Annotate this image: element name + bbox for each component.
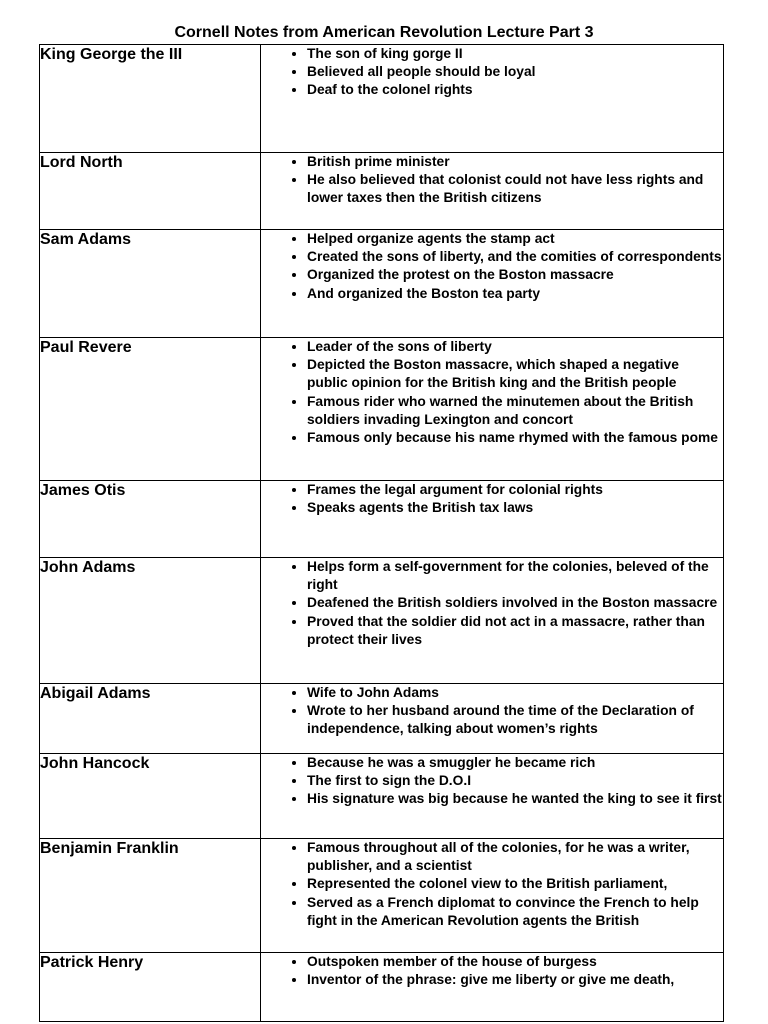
notes-list bbox=[261, 953, 723, 989]
notes-cell bbox=[261, 230, 724, 338]
notes-cell bbox=[261, 153, 724, 230]
notes-table-body bbox=[40, 45, 724, 1022]
notes-cell bbox=[261, 754, 724, 839]
note-item: • Organized the protest on the Boston massacre bbox=[307, 266, 723, 284]
note-item: • Famous throughout all of the colonies, for he was a writer, publisher, and a scientist bbox=[307, 839, 723, 875]
term-cell: Sam Adams bbox=[40, 230, 261, 338]
note-item: • Believed all people should be loyal bbox=[307, 63, 723, 81]
notes-row bbox=[40, 153, 724, 230]
term-cell: John Adams bbox=[40, 558, 261, 684]
term-cell: Patrick Henry bbox=[40, 953, 261, 1022]
term-cell: Paul Revere bbox=[40, 338, 261, 481]
notes-cell bbox=[261, 338, 724, 481]
notes-cell bbox=[261, 45, 724, 153]
note-item: • Served as a French diplomat to convince the French to help fight in the American Revolution agents the British bbox=[307, 894, 723, 930]
notes-row bbox=[40, 558, 724, 684]
note-item: • Wrote to her husband around the time of the Declaration of independence, talking about women’s rights bbox=[307, 702, 723, 738]
notes-row bbox=[40, 481, 724, 558]
notes-row bbox=[40, 45, 724, 153]
notes-list bbox=[261, 839, 723, 930]
cornell-notes-table bbox=[39, 44, 724, 1022]
note-item: • His signature was big because he wanted the king to see it first bbox=[307, 790, 723, 808]
notes-list bbox=[261, 230, 723, 303]
note-item: • Speaks agents the British tax laws bbox=[307, 499, 723, 517]
notes-row bbox=[40, 684, 724, 754]
notes-cell bbox=[261, 684, 724, 754]
term-cell: Benjamin Franklin bbox=[40, 839, 261, 953]
notes-cell bbox=[261, 558, 724, 684]
note-item: • The first to sign the D.O.I bbox=[307, 772, 723, 790]
term-cell: Lord North bbox=[40, 153, 261, 230]
note-item: • Wife to John Adams bbox=[307, 684, 723, 702]
note-item: • And organized the Boston tea party bbox=[307, 285, 723, 303]
page-title: Cornell Notes from American Revolution Lecture Part 3 bbox=[174, 24, 594, 41]
note-item: • Helped organize agents the stamp act bbox=[307, 230, 723, 248]
notes-row bbox=[40, 839, 724, 953]
note-item: • Leader of the sons of liberty bbox=[307, 338, 723, 356]
note-item: • Proved that the soldier did not act in a massacre, rather than protect their lives bbox=[307, 613, 723, 649]
notes-list bbox=[261, 338, 723, 447]
note-item: • Represented the colonel view to the British parliament, bbox=[307, 875, 723, 893]
notes-list bbox=[261, 481, 723, 517]
note-item: • The son of king gorge II bbox=[307, 45, 723, 63]
note-item: • Deafened the British soldiers involved in the Boston massacre bbox=[307, 594, 723, 612]
note-item: • Created the sons of liberty, and the comities of correspondents bbox=[307, 248, 723, 266]
notes-row bbox=[40, 230, 724, 338]
notes-list bbox=[261, 754, 723, 809]
note-item: • Depicted the Boston massacre, which shaped a negative public opinion for the British king and the British people bbox=[307, 356, 723, 392]
note-item: • Outspoken member of the house of burgess bbox=[307, 953, 723, 971]
note-item: • Inventor of the phrase: give me liberty or give me death, bbox=[307, 971, 723, 989]
note-item: • Because he was a smuggler he became rich bbox=[307, 754, 723, 772]
term-cell: John Hancock bbox=[40, 754, 261, 839]
notes-cell bbox=[261, 481, 724, 558]
notes-row bbox=[40, 338, 724, 481]
notes-list bbox=[261, 45, 723, 100]
notes-list bbox=[261, 684, 723, 739]
note-item: • British prime minister bbox=[307, 153, 723, 171]
note-item: • Frames the legal argument for colonial rights bbox=[307, 481, 723, 499]
notes-list bbox=[261, 153, 723, 208]
notes-list bbox=[261, 558, 723, 649]
term-cell: Abigail Adams bbox=[40, 684, 261, 754]
note-item: • He also believed that colonist could not have less rights and lower taxes then the British citizens bbox=[307, 171, 723, 207]
term-cell: James Otis bbox=[40, 481, 261, 558]
notes-row bbox=[40, 953, 724, 1022]
note-item: • Famous only because his name rhymed with the famous pome bbox=[307, 429, 723, 447]
notes-row bbox=[40, 754, 724, 839]
term-cell: King George the III bbox=[40, 45, 261, 153]
note-item: • Deaf to the colonel rights bbox=[307, 81, 723, 99]
notes-cell bbox=[261, 839, 724, 953]
note-item: • Helps form a self-government for the colonies, beleved of the right bbox=[307, 558, 723, 594]
note-item: • Famous rider who warned the minutemen about the British soldiers invading Lexington and concort bbox=[307, 393, 723, 429]
notes-cell bbox=[261, 953, 724, 1022]
